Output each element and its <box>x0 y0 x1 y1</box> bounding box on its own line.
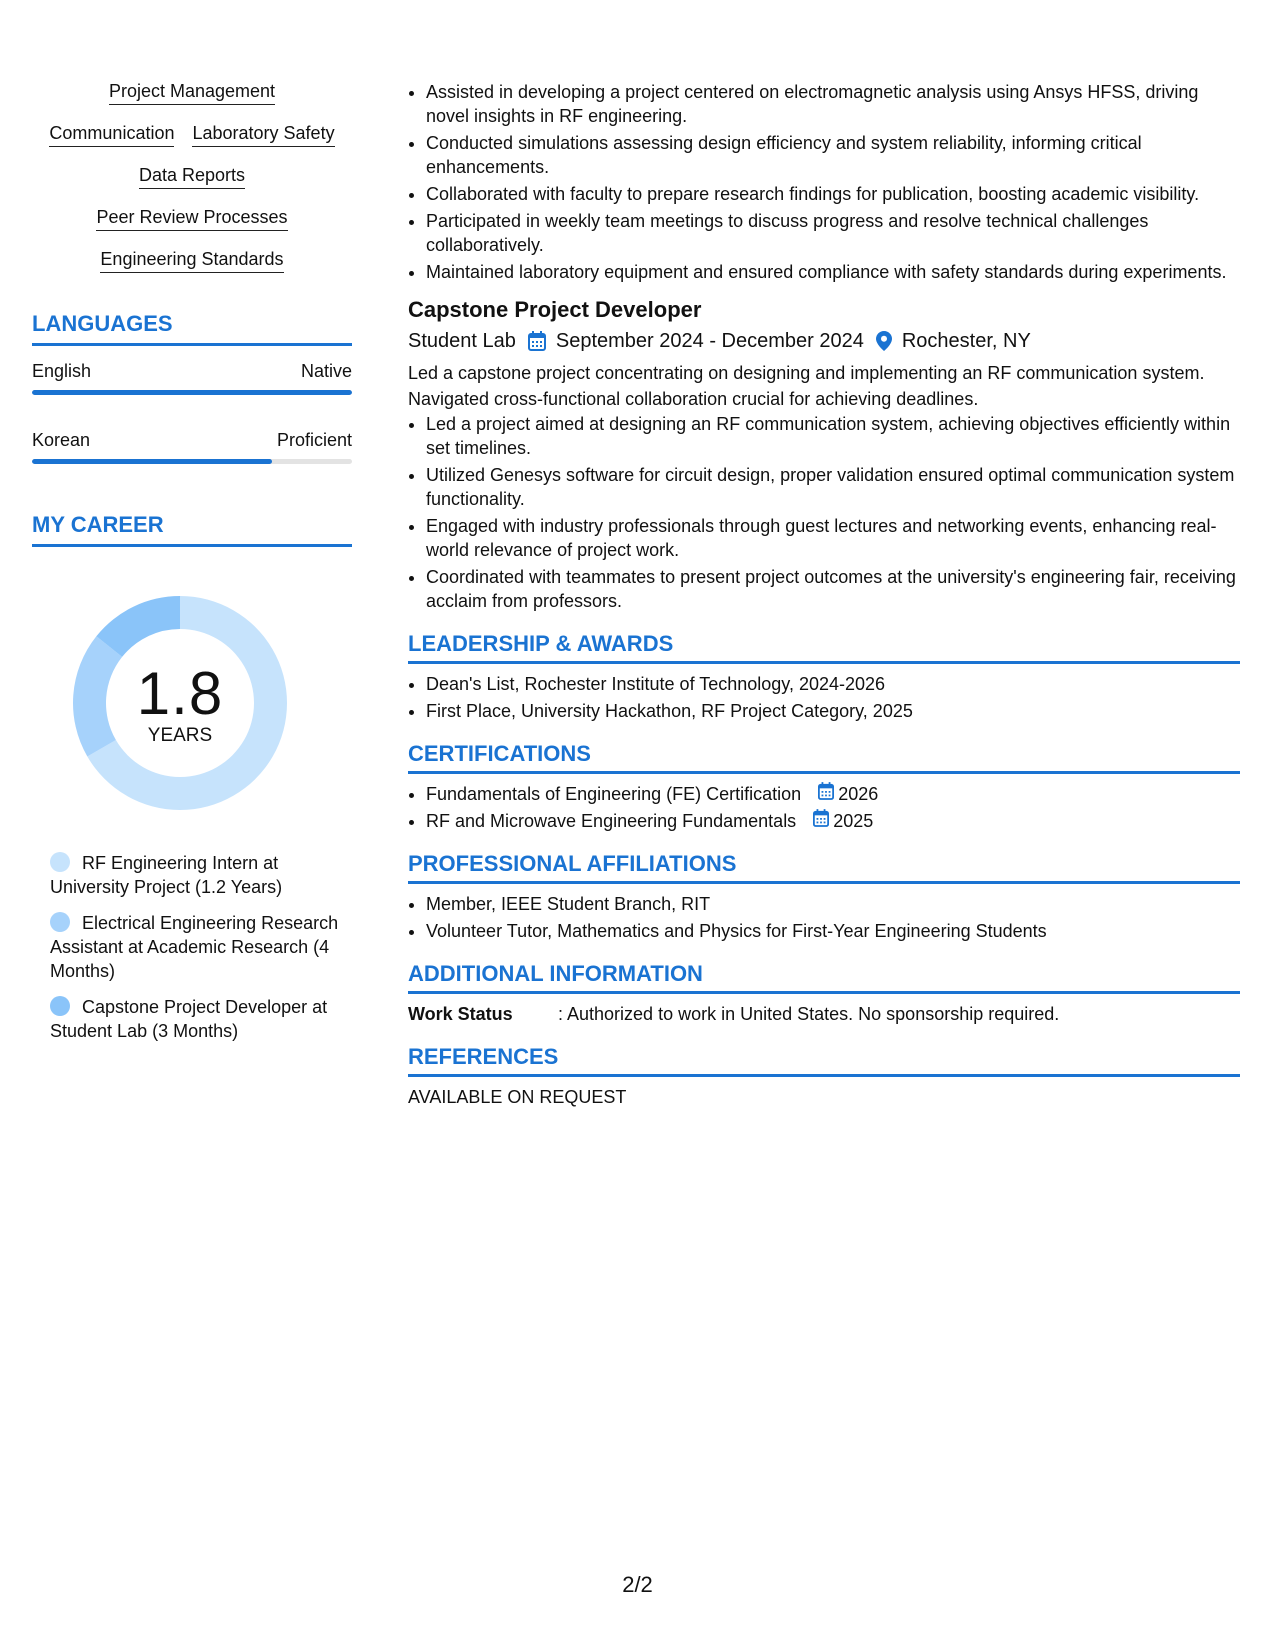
additional-info-heading: ADDITIONAL INFORMATION <box>408 961 1240 994</box>
list-item: • Assisted in developing a project centered on electromagnetic analysis using Ansys HFSS, driving novel insights in RF engineering. <box>426 80 1240 128</box>
legend-dot-icon <box>50 912 70 932</box>
job-title: Capstone Project Developer <box>408 297 702 322</box>
career-donut <box>66 589 294 817</box>
legend-item <box>50 995 340 1043</box>
references-text: AVAILABLE ON REQUEST <box>408 1087 627 1107</box>
list-item: • Led a project aimed at designing an RF communication system, achieving objectives efficiently within set timelines. <box>426 412 1240 460</box>
list-item: • Conducted simulations assessing design efficiency and system reliability, informing critical enhancements. <box>426 131 1240 179</box>
skill-tag: Engineering Standards <box>100 248 283 273</box>
list-item <box>426 782 1240 806</box>
list-item: • Maintained laboratory equipment and ensured compliance with safety standards during experiments. <box>426 260 1240 284</box>
skill-tag: Laboratory Safety <box>192 122 334 147</box>
skills-list <box>32 80 352 273</box>
certification-year: 2026 <box>838 784 879 804</box>
skill-tag: Communication <box>49 122 174 147</box>
awards-heading: LEADERSHIP & AWARDS <box>408 631 1240 664</box>
legend-item <box>50 911 340 983</box>
language-name: Korean <box>32 430 91 450</box>
career-section <box>32 512 352 1043</box>
awards-list <box>408 672 1240 723</box>
job-bullets <box>408 412 1240 613</box>
languages-section <box>32 311 352 464</box>
affiliations-heading: PROFESSIONAL AFFILIATIONS <box>408 851 1240 884</box>
skill-row <box>32 248 352 273</box>
job-entry <box>408 296 1240 613</box>
certification-name: RF and Microwave Engineering Fundamentals <box>426 811 797 831</box>
language-name: English <box>32 361 92 381</box>
career-legend <box>50 851 340 1043</box>
job-location: Rochester, NY <box>901 330 1031 352</box>
left-column <box>32 80 352 1055</box>
list-item: • First Place, University Hackathon, RF Project Category, 2025 <box>426 699 1240 723</box>
donut-center <box>66 660 294 747</box>
job-meta <box>408 328 1240 354</box>
list-item: • Utilized Genesys software for circuit design, proper validation ensured optimal communication system functionality. <box>426 463 1240 511</box>
language-item <box>32 360 352 395</box>
job-description: Led a capstone project concentrating on designing and implementing an RF communication system. Navigated cross-functional collaboration crucial for achieving deadlines. <box>408 363 1205 409</box>
list-item: • Coordinated with teammates to present project outcomes at the university's engineering fair, receiving acclaim from professors. <box>426 565 1240 613</box>
page-number: 2/2 <box>622 1572 653 1597</box>
legend-item <box>50 851 340 899</box>
legend-label: RF Engineering Intern at University Project (1.2 Years) <box>50 853 283 897</box>
language-level: Proficient <box>276 430 352 450</box>
language-bar-fill <box>32 459 272 464</box>
certifications-heading: CERTIFICATIONS <box>408 741 1240 774</box>
affiliations-list <box>408 892 1240 943</box>
additional-info-row <box>408 1002 1240 1026</box>
previous-job-bullets <box>408 80 1240 284</box>
certification-year: 2025 <box>833 811 874 831</box>
certification-year-wrap <box>818 782 878 806</box>
info-value: : Authorized to work in United States. No sponsorship required. <box>558 1004 1060 1024</box>
career-total-unit: YEARS <box>147 725 213 746</box>
skill-row <box>32 80 352 105</box>
skill-row <box>32 164 352 189</box>
legend-dot-icon <box>50 996 70 1016</box>
legend-label: Capstone Project Developer at Student Lab (3 Months) <box>50 997 328 1041</box>
legend-label: Electrical Engineering Research Assistant at Academic Research (4 Months) <box>50 913 339 981</box>
list-item: • Dean's List, Rochester Institute of Technology, 2024-2026 <box>426 672 1240 696</box>
job-company: Student Lab <box>408 330 516 352</box>
calendar-icon <box>813 809 833 833</box>
references-heading: REFERENCES <box>408 1044 1240 1077</box>
info-key: Work Status <box>408 1004 513 1024</box>
language-row <box>32 360 352 382</box>
language-bar <box>32 390 352 395</box>
career-total-value: 1.8 <box>136 660 224 727</box>
skill-row <box>32 206 352 231</box>
language-bar-fill <box>32 390 352 395</box>
language-row <box>32 429 352 451</box>
location-pin-icon <box>876 331 892 351</box>
skill-tag: Data Reports <box>139 164 245 189</box>
language-item <box>32 429 352 464</box>
right-column <box>408 80 1240 1109</box>
career-heading: MY CAREER <box>32 512 352 547</box>
calendar-icon <box>528 331 546 351</box>
language-bar <box>32 459 352 464</box>
languages-heading: LANGUAGES <box>32 311 352 346</box>
list-item: • Member, IEEE Student Branch, RIT <box>426 892 1240 916</box>
skill-row <box>32 122 352 147</box>
list-item: • Participated in weekly team meetings to discuss progress and resolve technical challenges collaboratively. <box>426 209 1240 257</box>
language-level: Native <box>300 361 352 381</box>
job-dates: September 2024 - December 2024 <box>555 330 864 352</box>
certification-name: Fundamentals of Engineering (FE) Certification <box>426 784 802 804</box>
list-item: • Engaged with industry professionals through guest lectures and networking events, enhancing real-world relevance of project work. <box>426 514 1240 562</box>
skill-tag: Peer Review Processes <box>96 206 287 231</box>
skill-tag: Project Management <box>109 80 275 105</box>
certification-year-wrap <box>813 809 873 833</box>
list-item: • Volunteer Tutor, Mathematics and Physics for First-Year Engineering Students <box>426 919 1240 943</box>
list-item <box>426 809 1240 833</box>
calendar-icon <box>818 782 838 806</box>
list-item: • Collaborated with faculty to prepare research findings for publication, boosting academic visibility. <box>426 182 1240 206</box>
certifications-list <box>408 782 1240 833</box>
legend-dot-icon <box>50 852 70 872</box>
